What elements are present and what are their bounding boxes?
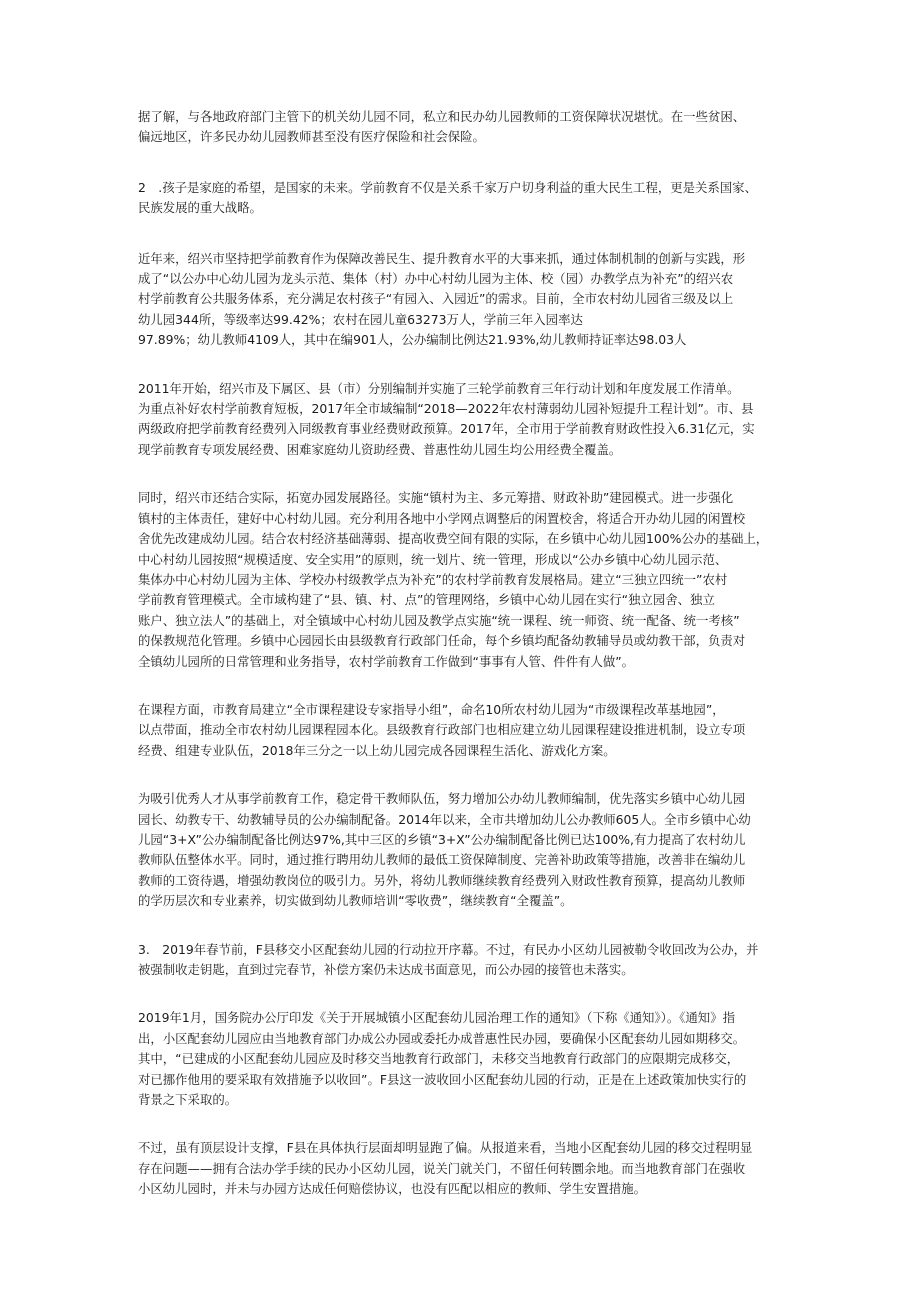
text-line: 现学前教育专项发展经费、困难家庭幼儿资助经费、普惠性幼儿园生均公用经费全覆盖。 (138, 441, 622, 457)
text-line: 对已挪作他用的要采取有效措施予以收回”。F县这一波收回小区配套幼儿园的行动，正是在上述政策加快实行的 (138, 1071, 747, 1087)
text-line: 不过，虽有顶层设计支撑，F县在具体执行层面却明显跑了偏。从报道来看，当地小区配套幼儿园的移交过程明显 (138, 1140, 753, 1156)
text-line: 为重点补好农村学前教育短板，2017年全市域编制“2018—2022年农村薄弱幼儿园补短提升工程计划”。市、县 (138, 401, 754, 417)
text-line: 园长、幼教专干、幼教辅导员的公办编制配备。2014年以来，全市共增加幼儿公办教师605人。全市乡镇中心幼 (138, 811, 751, 827)
text-line: 的保教规范化管理。乡镇中心园园长由县级教育行政部门任命，每个乡镇均配备幼教辅导员或幼教干部，负责对 (138, 633, 746, 649)
text-line: 镇村的主体责任，建好中心村幼儿园。充分利用各地中小学网点调整后的闲置校舍，将适合开办幼儿园的闲置校 (138, 510, 746, 526)
paragraph-6 (138, 700, 786, 761)
text-line: 经费、组建专业队伍，2018年三分之一以上幼儿园完成各园课程生活化、游戏化方案。 (138, 742, 616, 758)
paragraph-2 (138, 178, 786, 219)
text-line: 据了解，与各地政府部门主管下的机关幼儿园不同，私立和民办幼儿园教师的工资保障状况堪忧。在一些贫困、 (138, 109, 746, 124)
text-line: 集体办中心村幼儿园为主体、学校办村级教学点为补充”的农村学前教育发展格局。建立“三独立四统一”农村 (138, 571, 728, 587)
text-line: 以点带面，推动全市农村幼儿园课程园本化。县级教育行政部门也相应建立幼儿园课程建设推进机制，设立专项 (138, 722, 746, 738)
text-line: 全镇幼儿园所的日常管理和业务指导，农村学前教育工作做到“事事有人管、件件有人做”。 (138, 653, 635, 669)
text-line: 被强制收走钥匙，直到过完春节，补偿方案仍未达成书面意见，而公办园的接管也未落实。 (138, 962, 634, 977)
text-line: 3. 2019年春节前，F县移交小区配套幼儿园的行动拉开序幕。不过，有民办小区幼儿园被勒令收回改为公办，并 (138, 941, 759, 957)
text-line: 儿园“3+X”公办编制配备比例达97%,其中三区的乡镇“3+X”公办编制配备比例已达100%,有力提高了农村幼儿 (138, 831, 746, 847)
document-page (138, 100, 786, 1200)
text-line: 同时，绍兴市还结合实际，拓宽办园发展路径。实施“镇村为主、多元筹措、财政补助”建园模式。进一步强化 (138, 490, 734, 506)
text-line: 成了“以公办中心幼儿园为龙头示范、集体（村）办中心村幼儿园为主体、校（园）办教学点为补充”的绍兴农 (138, 271, 734, 287)
paragraph-7 (138, 789, 786, 911)
text-line: 2011年开始，绍兴市及下属区、县（市）分别编制并实施了三轮学前教育三年行动计划和年度发展工作清单。 (138, 380, 740, 396)
text-line: 两级政府把学前教育经费列入同级教育事业经费财政预算。2017年，全市用于学前教育财政性投入6.31亿元，实 (138, 421, 755, 437)
paragraph-1 (138, 107, 786, 148)
text-line: 民族发展的重大战略。 (138, 200, 262, 216)
text-line: 偏远地区，许多民办幼儿园教师甚至没有医疗保险和社会保险。 (138, 129, 485, 145)
paragraph-4 (138, 379, 786, 461)
paragraph-10 (138, 1138, 786, 1199)
text-line: 存在问题——拥有合法办学手续的民办小区幼儿园，说关门就关门，不留任何转圜余地。而当地教育部门在强收 (138, 1160, 746, 1176)
text-line: 2 .孩子是家庭的希望，是国家的未来。学前教育不仅是关系千家万户切身利益的重大民生工程，更是关系国家、 (138, 179, 757, 195)
text-line: 账户、独立法人”的基础上，对全镇域中心村幼儿园及教学点实施“统一课程、统一师资、统一配备、统一考核” (138, 612, 740, 628)
text-line: 教师队伍整体水平。同时，通过推行聘用幼儿教师的最低工资保障制度、完善补助政策等措施，改善非在编幼儿 (138, 852, 746, 868)
text-line: 的学历层次和专业素养，切实做到幼儿教师培训“零收费”，继续教育“全覆盖”。 (138, 893, 573, 909)
text-line: 出，小区配套幼儿园应由当地教育部门办成公办园或委托办成普惠性民办园，要确保小区配套幼儿园如期移交。 (138, 1030, 746, 1046)
text-line: 小区幼儿园时，并未与办园方达成任何赔偿协议，也没有匹配以相应的教师、学生安置措施。 (138, 1181, 647, 1197)
text-line: 村学前教育公共服务体系，充分满足农村孩子“有园入、入园近”的需求。目前，全市农村幼儿园省三级及以上 (138, 291, 734, 307)
paragraph-5 (138, 488, 786, 672)
text-line: 近年来，绍兴市坚持把学前教育作为保障改善民生、提升教育水平的大事来抓，通过体制机制的创新与实践，形 (138, 250, 746, 266)
paragraph-9 (138, 1008, 786, 1110)
text-line: 2019年1月，国务院办公厅印发《关于开展城镇小区配套幼儿园治理工作的通知》（下称《通知》）。《通知》指 (138, 1010, 735, 1026)
text-line: 教师的工资待遇，增强幼教岗位的吸引力。另外，将幼儿教师继续教育经费列入财政性教育预算，提高幼儿教师 (138, 872, 746, 888)
text-line: 学前教育管理模式。全市域构建了“县、镇、村、点”的管理网络，乡镇中心幼儿园在实行“独立园舍、独立 (138, 592, 715, 608)
text-line: 97.89%；幼儿教师4109人，其中在编901人，公办编制比例达21.93%,幼儿教师持证率达98.03人 (138, 332, 687, 348)
text-line: 背景之下采取的。 (138, 1092, 238, 1108)
text-line: 其中，“已建成的小区配套幼儿园应及时移交当地教育行政部门，未移交当地教育行政部门的应限期完成移交， (138, 1051, 740, 1067)
text-line: 舍优先改建成幼儿园。结合农村经济基础薄弱、提高收费空间有限的实际，在乡镇中心幼儿园100%公办的基础上， (138, 531, 769, 547)
text-line: 中心村幼儿园按照“规模适度、安全实用”的原则，统一划片、统一管理，形成以“公办乡镇中心幼儿园示范、 (138, 551, 728, 567)
text-line: 为吸引优秀人才从事学前教育工作，稳定骨干教师队伍，努力增加公办幼儿教师编制，优先落实乡镇中心幼儿园 (138, 791, 746, 807)
paragraph-8 (138, 940, 786, 981)
text-line: 幼儿园344所，等级率达99.42%；农村在园儿童63273万人，学前三年入园率达 (138, 311, 583, 327)
text-line: 在课程方面，市教育局建立“全市课程建设专家指导小组”，命名10所农村幼儿园为“市级课程改革基地园”， (138, 701, 725, 717)
paragraph-3 (138, 249, 786, 351)
